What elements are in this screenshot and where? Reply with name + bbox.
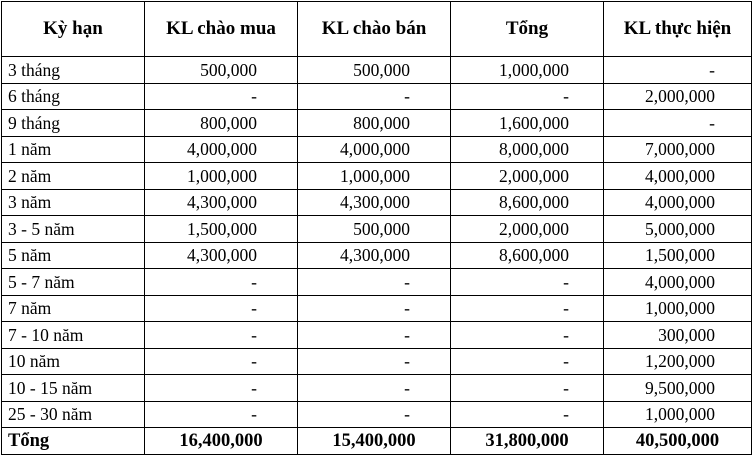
table-row bbox=[2, 163, 752, 190]
cell-executed-volume: 2,000,000 bbox=[604, 83, 752, 110]
cell-term: 1 năm bbox=[2, 136, 145, 163]
cell-executed-volume: 5,000,000 bbox=[604, 216, 752, 243]
cell-term: 7 năm bbox=[2, 295, 145, 322]
cell-offer-volume: 4,300,000 bbox=[298, 242, 451, 269]
cell-total: - bbox=[451, 322, 604, 349]
header-offer-volume: KL chào bán bbox=[298, 2, 451, 57]
cell-total: - bbox=[451, 295, 604, 322]
cell-term: 3 - 5 năm bbox=[2, 216, 145, 243]
total-bid-volume: 16,400,000 bbox=[145, 428, 298, 455]
cell-total: - bbox=[451, 375, 604, 402]
cell-bid-volume: 4,300,000 bbox=[145, 242, 298, 269]
table-row bbox=[2, 401, 752, 428]
total-label: Tổng bbox=[2, 428, 145, 455]
cell-term: 10 năm bbox=[2, 348, 145, 375]
cell-term: 3 năm bbox=[2, 189, 145, 216]
cell-term: 6 tháng bbox=[2, 83, 145, 110]
cell-term: 9 tháng bbox=[2, 110, 145, 137]
table-row bbox=[2, 269, 752, 296]
cell-offer-volume: - bbox=[298, 375, 451, 402]
cell-executed-volume: 1,000,000 bbox=[604, 295, 752, 322]
cell-term: 25 - 30 năm bbox=[2, 401, 145, 428]
cell-offer-volume: - bbox=[298, 269, 451, 296]
cell-bid-volume: - bbox=[145, 348, 298, 375]
cell-offer-volume: 800,000 bbox=[298, 110, 451, 137]
cell-total: 1,000,000 bbox=[451, 57, 604, 84]
cell-executed-volume: 7,000,000 bbox=[604, 136, 752, 163]
cell-total: 8,600,000 bbox=[451, 189, 604, 216]
table-row bbox=[2, 242, 752, 269]
table-row bbox=[2, 57, 752, 84]
cell-total: 1,600,000 bbox=[451, 110, 604, 137]
cell-offer-volume: - bbox=[298, 348, 451, 375]
cell-offer-volume: 500,000 bbox=[298, 57, 451, 84]
table-body bbox=[2, 57, 752, 428]
cell-offer-volume: 4,000,000 bbox=[298, 136, 451, 163]
cell-offer-volume: - bbox=[298, 401, 451, 428]
cell-offer-volume: 1,000,000 bbox=[298, 163, 451, 190]
cell-executed-volume: - bbox=[604, 110, 752, 137]
cell-executed-volume: - bbox=[604, 57, 752, 84]
cell-executed-volume: 1,000,000 bbox=[604, 401, 752, 428]
cell-term: 10 - 15 năm bbox=[2, 375, 145, 402]
table-row bbox=[2, 83, 752, 110]
cell-term: 3 tháng bbox=[2, 57, 145, 84]
cell-term: 7 - 10 năm bbox=[2, 322, 145, 349]
header-term: Kỳ hạn bbox=[2, 2, 145, 57]
header-bid-volume: KL chào mua bbox=[145, 2, 298, 57]
cell-total: 8,000,000 bbox=[451, 136, 604, 163]
cell-offer-volume: - bbox=[298, 295, 451, 322]
cell-executed-volume: 4,000,000 bbox=[604, 269, 752, 296]
total-sum: 31,800,000 bbox=[451, 428, 604, 455]
cell-executed-volume: 1,500,000 bbox=[604, 242, 752, 269]
bond-trading-table bbox=[1, 1, 752, 455]
cell-bid-volume: - bbox=[145, 401, 298, 428]
table-row bbox=[2, 375, 752, 402]
total-offer-volume: 15,400,000 bbox=[298, 428, 451, 455]
table-row bbox=[2, 189, 752, 216]
header-executed-volume: KL thực hiện bbox=[604, 2, 752, 57]
cell-bid-volume: - bbox=[145, 375, 298, 402]
cell-term: 5 năm bbox=[2, 242, 145, 269]
header-total: Tổng bbox=[451, 2, 604, 57]
cell-bid-volume: 1,500,000 bbox=[145, 216, 298, 243]
cell-bid-volume: 800,000 bbox=[145, 110, 298, 137]
cell-bid-volume: - bbox=[145, 269, 298, 296]
cell-total: - bbox=[451, 348, 604, 375]
table-row bbox=[2, 295, 752, 322]
table-row bbox=[2, 110, 752, 137]
cell-total: 2,000,000 bbox=[451, 216, 604, 243]
cell-bid-volume: - bbox=[145, 295, 298, 322]
cell-bid-volume: - bbox=[145, 83, 298, 110]
cell-bid-volume: 4,000,000 bbox=[145, 136, 298, 163]
cell-bid-volume: 4,300,000 bbox=[145, 189, 298, 216]
cell-executed-volume: 1,200,000 bbox=[604, 348, 752, 375]
total-executed-volume: 40,500,000 bbox=[604, 428, 752, 455]
cell-offer-volume: 500,000 bbox=[298, 216, 451, 243]
cell-offer-volume: 4,300,000 bbox=[298, 189, 451, 216]
table-row bbox=[2, 136, 752, 163]
cell-executed-volume: 300,000 bbox=[604, 322, 752, 349]
header-row bbox=[2, 2, 752, 57]
cell-total: 8,600,000 bbox=[451, 242, 604, 269]
table-row bbox=[2, 322, 752, 349]
table-row bbox=[2, 216, 752, 243]
cell-bid-volume: - bbox=[145, 322, 298, 349]
cell-term: 2 năm bbox=[2, 163, 145, 190]
table-row bbox=[2, 348, 752, 375]
cell-total: 2,000,000 bbox=[451, 163, 604, 190]
cell-bid-volume: 500,000 bbox=[145, 57, 298, 84]
cell-executed-volume: 4,000,000 bbox=[604, 163, 752, 190]
cell-total: - bbox=[451, 401, 604, 428]
cell-executed-volume: 9,500,000 bbox=[604, 375, 752, 402]
cell-total: - bbox=[451, 83, 604, 110]
cell-bid-volume: 1,000,000 bbox=[145, 163, 298, 190]
cell-offer-volume: - bbox=[298, 322, 451, 349]
cell-total: - bbox=[451, 269, 604, 296]
cell-term: 5 - 7 năm bbox=[2, 269, 145, 296]
cell-offer-volume: - bbox=[298, 83, 451, 110]
cell-executed-volume: 4,000,000 bbox=[604, 189, 752, 216]
total-row bbox=[2, 428, 752, 455]
